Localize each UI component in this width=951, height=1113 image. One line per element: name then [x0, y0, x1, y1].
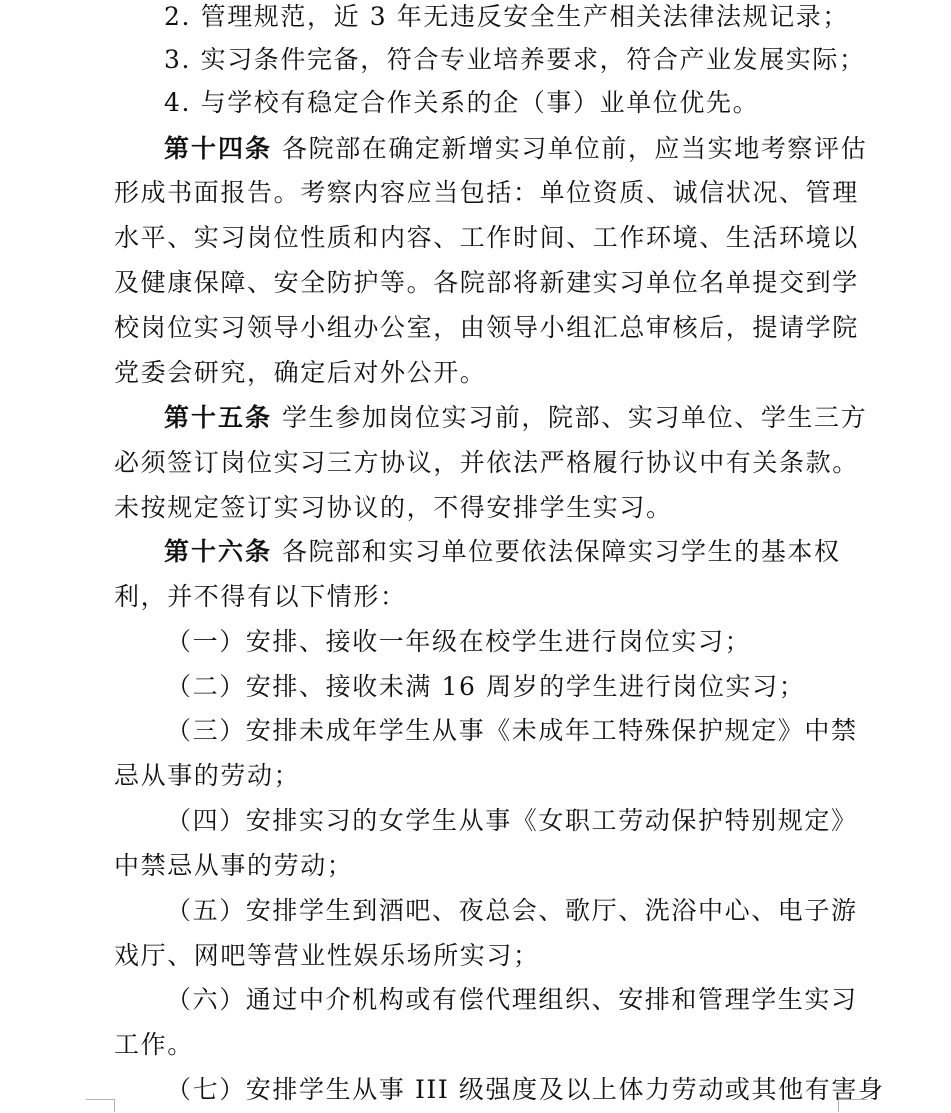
clause-3-line-2: 忌从事的劳动；	[114, 761, 301, 790]
clause-3: （三）安排未成年学生从事《未成年工特殊保护规定》中禁	[166, 716, 858, 745]
article-16-line-2: 利，并不得有以下情形：	[114, 582, 407, 611]
clause-6: （六）通过中介机构或有偿代理组织、安排和管理学生实习	[166, 985, 858, 1014]
article-16-heading: 第十六条	[164, 537, 273, 566]
list-item-4: 4. 与学校有稳定合作关系的企（事）业单位优先。	[164, 88, 760, 117]
article-16-text: 各院部和实习单位要依法保障实习学生的基本权	[282, 537, 841, 566]
article-14-heading: 第十四条	[164, 134, 273, 163]
article-14-text: 各院部在确定新增实习单位前，应当实地考察评估	[282, 134, 868, 163]
article-15-line-3: 未按规定签订实习协议的，不得安排学生实习。	[114, 493, 673, 522]
article-14-line-3: 水平、实习岗位性质和内容、工作时间、工作环境、生活环境以	[114, 223, 859, 252]
clause-4: （四）安排实习的女学生从事《女职工劳动保护特别规定》	[166, 806, 858, 835]
article-14-first-line	[164, 126, 867, 172]
clause-6-line-2: 工作。	[114, 1030, 194, 1059]
article-14-line-2: 形成书面报告。考察内容应当包括：单位资质、诚信状况、管理	[114, 178, 859, 207]
clause-1: （一）安排、接收一年级在校学生进行岗位实习；	[166, 627, 752, 656]
clause-5-line-2: 戏厅、网吧等营业性娱乐场所实习；	[114, 941, 540, 970]
clause-7: （七）安排学生从事 III 级强度及以上体力劳动或其他有害身	[166, 1075, 885, 1104]
article-16-first-line	[164, 529, 841, 575]
article-14-line-5: 校岗位实习领导小组办公室，由领导小组汇总审核后，提请学院	[114, 313, 859, 342]
page-corner-mark-right	[838, 1099, 867, 1112]
list-item-3: 3. 实习条件完备，符合专业培养要求，符合产业发展实际；	[164, 45, 866, 74]
clause-4-line-2: 中禁忌从事的劳动；	[114, 851, 354, 880]
article-15-first-line	[164, 395, 867, 441]
page-corner-mark-left	[86, 1099, 115, 1112]
list-item-2: 2. 管理规范，近 3 年无违反安全生产相关法律法规记录；	[164, 2, 850, 31]
clause-2: （二）安排、接收未满 16 周岁的学生进行岗位实习；	[166, 672, 806, 701]
clause-5: （五）安排学生到酒吧、夜总会、歌厅、洗浴中心、电子游	[166, 896, 858, 925]
article-15-text: 学生参加岗位实习前，院部、实习单位、学生三方	[282, 403, 868, 432]
article-15-line-2: 必须签订岗位实习三方协议，并依法严格履行协议中有关条款。	[114, 448, 859, 477]
article-15-heading: 第十五条	[164, 403, 273, 432]
article-14-line-4: 及健康保障、安全防护等。各院部将新建实习单位名单提交到学	[114, 268, 859, 297]
article-14-line-6: 党委会研究，确定后对外公开。	[114, 358, 487, 387]
